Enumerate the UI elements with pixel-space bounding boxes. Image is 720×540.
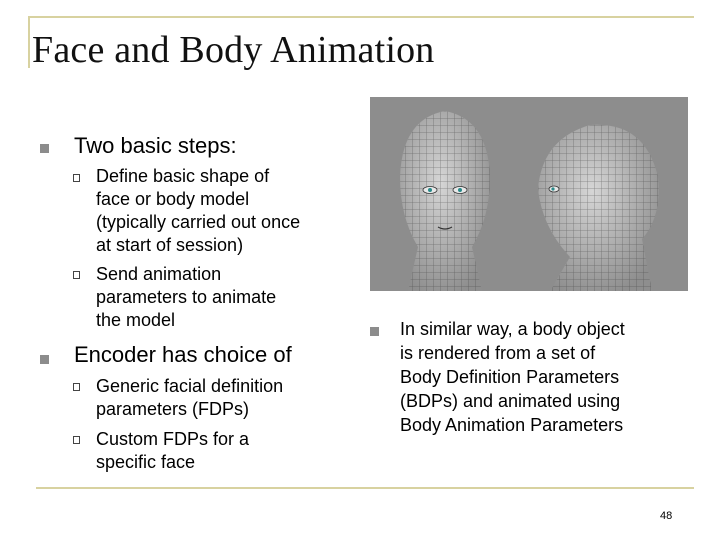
page-number: 48 (660, 510, 673, 522)
right-bullet-line2: is rendered from a set of (400, 343, 596, 363)
right-bullet-line4: (BDPs) and animated using (400, 391, 621, 411)
top-rule (28, 16, 694, 18)
bullet-encoder-choice: Encoder has choice of (74, 342, 292, 367)
right-bullet-line3: Body Definition Parameters (400, 367, 620, 387)
sub-bullet-generic-fdp-line1: Generic facial definition (96, 376, 284, 396)
right-bullet-line1: In similar way, a body object (400, 319, 625, 339)
right-bullet-line5: Body Animation Parameters (400, 415, 624, 435)
sub-bullet-custom-fdp-line1: Custom FDPs for a (96, 429, 250, 449)
sub-bullet-custom-fdp-line2: specific face (96, 452, 196, 472)
sub-bullet-marker (73, 436, 80, 444)
sub-bullet-marker (73, 174, 80, 182)
bullet-marker (40, 144, 49, 153)
sub-bullet-generic-fdp-line2: parameters (FDPs) (96, 399, 250, 419)
sub-bullet-send-params-line2: parameters to animate (96, 287, 277, 307)
sub-bullet-define-shape-line2: face or body model (96, 189, 250, 209)
sub-bullet-send-params-line3: the model (96, 310, 176, 330)
sub-bullet-marker (73, 383, 80, 391)
left-rule (28, 16, 30, 68)
bottom-rule (36, 487, 694, 489)
bullet-marker (370, 327, 379, 336)
sub-bullet-send-params-line1: Send animation (96, 264, 222, 284)
head-wireframe-image (370, 97, 688, 291)
sub-bullet-define-shape-line1: Define basic shape of (96, 166, 270, 186)
sub-bullet-define-shape-line4: at start of session) (96, 235, 244, 255)
bullet-two-basic-steps: Two basic steps: (74, 133, 237, 158)
head-wireframe-illustration (370, 97, 688, 291)
sub-bullet-marker (73, 271, 80, 279)
slide-title: Face and Body Animation (32, 29, 435, 71)
bullet-marker (40, 355, 49, 364)
sub-bullet-define-shape-line3: (typically carried out once (96, 212, 301, 232)
